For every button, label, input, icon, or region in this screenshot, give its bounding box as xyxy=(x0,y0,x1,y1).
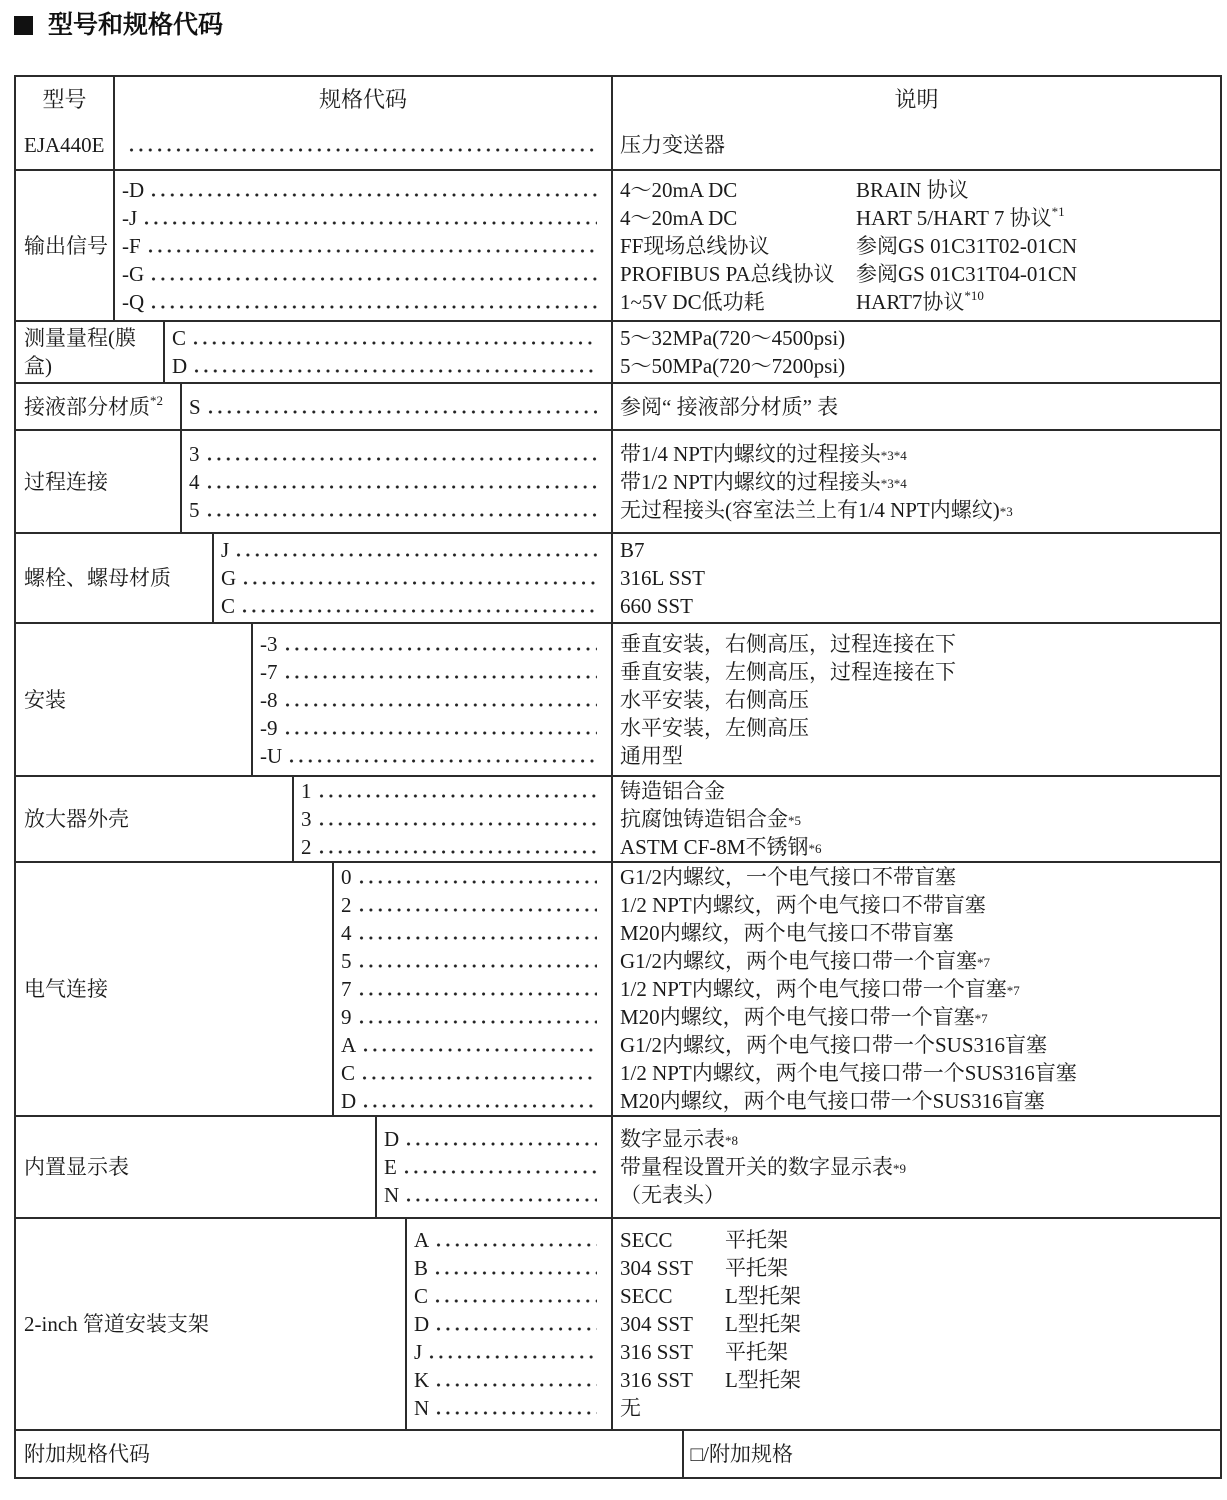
desc-col1: SECC xyxy=(620,1228,673,1252)
code-letter: N xyxy=(384,1183,400,1207)
code-line xyxy=(301,805,611,833)
leader-dots xyxy=(361,1087,597,1115)
desc-line: 水平安装，左侧高压 xyxy=(620,715,809,740)
footnote-ref: *10 xyxy=(964,287,984,303)
desc-col1: 316 SST xyxy=(620,1340,693,1364)
footnote-ref: *2 xyxy=(150,392,163,408)
code-letter: -Q xyxy=(122,289,145,314)
model-label-cell xyxy=(16,1117,377,1217)
desc-line: 抗腐蚀铸造铝合金 $^{*5}$ xyxy=(620,807,801,831)
leader-dots xyxy=(433,1254,597,1282)
description-cell xyxy=(613,431,1220,532)
desc-line xyxy=(620,176,1220,204)
leader-dots xyxy=(357,919,598,947)
desc-col1: SECC xyxy=(620,1284,673,1308)
code-letter: -J xyxy=(122,205,138,230)
leader-dots xyxy=(433,1282,597,1310)
code-line xyxy=(189,496,611,524)
desc-line: G1/2内螺纹，两个电气接口带一个盲塞 $^{*7}$ xyxy=(620,949,990,973)
desc-line: 参阅“ 接液部分材质” 表 xyxy=(620,394,839,419)
code-line xyxy=(122,288,611,316)
code-line xyxy=(384,1181,611,1209)
code-line xyxy=(414,1394,611,1422)
desc-col2: L型托架 xyxy=(725,1368,801,1392)
row-label: 内置显示表 xyxy=(24,1155,129,1179)
leader-dots xyxy=(402,1153,597,1181)
code-letter: A xyxy=(341,1033,357,1057)
code-cell xyxy=(407,1219,613,1429)
code-cell xyxy=(334,863,613,1115)
row-label: 附加规格代码 xyxy=(24,1442,150,1466)
desc-col2: HART7协议$^{*10}$ xyxy=(856,287,984,314)
code-line xyxy=(341,1031,611,1059)
code-line xyxy=(122,260,611,288)
desc-line: 1/2 NPT内螺纹，两个电气接口不带盲塞 xyxy=(620,893,986,917)
code-cell xyxy=(214,534,613,622)
code-letter: C xyxy=(341,1061,356,1085)
leader-dots xyxy=(205,496,598,524)
code-letter: 0 xyxy=(341,865,352,889)
desc-line: □/附加规格 xyxy=(690,1442,794,1466)
desc-col2: 参阅GS 01C31T04-01CN xyxy=(856,261,1078,286)
leader-dots xyxy=(404,1125,597,1153)
code-line xyxy=(301,833,611,861)
desc-line: G1/2内螺纹，一个电气接口不带盲塞 xyxy=(620,865,956,889)
code-line xyxy=(122,176,611,204)
leader-dots xyxy=(360,1059,597,1087)
leader-dots xyxy=(283,714,598,742)
row-label: 过程连接 xyxy=(24,469,108,494)
description-cell xyxy=(613,1219,1220,1429)
desc-col2: 平托架 xyxy=(725,1340,788,1364)
code-letter: 5 xyxy=(189,497,200,522)
code-letter: 9 xyxy=(341,1005,352,1029)
section-title-text: 型号和规格代码 xyxy=(48,11,224,39)
desc-col2: HART 5/HART 7 协议$^{*1}$ xyxy=(856,203,1065,230)
code-line xyxy=(414,1254,611,1282)
leader-dots xyxy=(434,1394,597,1422)
code-line xyxy=(341,975,611,1003)
desc-line: 316L SST xyxy=(620,566,705,590)
desc-line xyxy=(620,1226,1220,1254)
code-letter: J xyxy=(414,1340,423,1364)
header-code: 规格代码 xyxy=(115,77,613,120)
leader-dots xyxy=(357,975,598,1003)
leader-dots xyxy=(142,204,597,232)
desc-line: 通用型 xyxy=(620,743,683,768)
section-title xyxy=(14,10,223,40)
description-cell xyxy=(613,624,1220,775)
code-letter: -3 xyxy=(260,631,278,656)
leader-dots xyxy=(357,1003,598,1031)
leader-dots xyxy=(205,468,598,496)
desc-line xyxy=(620,288,1220,316)
model-label-cell xyxy=(16,384,182,429)
row-label: 安装 xyxy=(24,687,66,712)
desc-col1: 1~5V DC低功耗 xyxy=(620,289,765,314)
leader-dots xyxy=(149,288,597,316)
row-label: 接液部分材质$^{*2}$ xyxy=(24,392,163,419)
row-label: 螺栓、螺母材质 xyxy=(24,566,171,590)
desc-col1: FF现场总线协议 xyxy=(620,233,770,258)
code-letter: D xyxy=(341,1089,357,1113)
description-cell xyxy=(613,384,1220,429)
spec-row-2 xyxy=(16,320,1220,382)
desc-line: 压力变送器 xyxy=(620,132,725,157)
leader-dots xyxy=(317,833,598,861)
code-letter: 2 xyxy=(301,835,312,859)
leader-dots xyxy=(357,863,598,891)
desc-line: 水平安装，右侧高压 xyxy=(620,687,809,712)
desc-line xyxy=(620,232,1220,260)
code-letter: 4 xyxy=(189,469,200,494)
spec-row-10 xyxy=(16,1217,1220,1429)
leader-dots xyxy=(240,592,597,620)
leader-dots xyxy=(404,1181,597,1209)
desc-col2: BRAIN 协议 xyxy=(856,177,969,202)
desc-line: B7 xyxy=(620,538,645,562)
code-letter: A xyxy=(414,1228,430,1252)
desc-col1: 304 SST xyxy=(620,1312,693,1336)
desc-col1: 316 SST xyxy=(620,1368,693,1392)
code-line xyxy=(260,742,611,770)
row-label: EJA440E xyxy=(24,132,105,157)
code-line xyxy=(341,891,611,919)
desc-line: （无表头） xyxy=(620,1183,725,1207)
code-line xyxy=(221,564,611,592)
code-line xyxy=(221,536,611,564)
leader-dots xyxy=(191,324,597,352)
code-letter: 1 xyxy=(301,779,312,803)
leader-dots xyxy=(241,564,597,592)
code-line xyxy=(341,863,611,891)
code-letter: 3 xyxy=(301,807,312,831)
desc-col2: 参阅GS 01C31T02-01CN xyxy=(856,233,1078,258)
row-label: 放大器外壳 xyxy=(24,807,129,831)
table-header-row xyxy=(16,77,1220,120)
desc-line: 5～50MPa(720～7200psi) xyxy=(620,354,846,378)
desc-col2: L型托架 xyxy=(725,1284,801,1308)
model-label-cell xyxy=(16,777,294,861)
code-line xyxy=(414,1366,611,1394)
leader-dots xyxy=(317,777,598,805)
code-line xyxy=(260,714,611,742)
code-letter: -7 xyxy=(260,659,278,684)
code-letter: 5 xyxy=(341,949,352,973)
desc-line: 无 xyxy=(620,1396,641,1420)
spec-row-1 xyxy=(16,169,1220,320)
code-line xyxy=(414,1338,611,1366)
spec-row-5 xyxy=(16,532,1220,622)
desc-line: 5～32MPa(720～4500psi) xyxy=(620,326,846,350)
spec-row-4 xyxy=(16,429,1220,532)
leader-dots xyxy=(127,131,597,159)
code-letter: -9 xyxy=(260,715,278,740)
code-letter: -G xyxy=(122,261,145,286)
desc-line: 带量程设置开关的数字显示表 $^{*9}$ xyxy=(620,1155,906,1179)
leader-dots xyxy=(287,742,597,770)
desc-line: 1/2 NPT内螺纹，两个电气接口带一个盲塞 $^{*7}$ xyxy=(620,977,1020,1001)
leader-dots xyxy=(192,352,597,380)
spec-row-11 xyxy=(16,1429,1220,1477)
model-label-cell xyxy=(16,120,115,169)
code-letter: N xyxy=(414,1396,430,1420)
description-cell xyxy=(613,534,1220,622)
desc-line xyxy=(620,1254,1220,1282)
code-line xyxy=(172,324,611,352)
leader-dots xyxy=(361,1031,597,1059)
code-line xyxy=(260,686,611,714)
model-label-cell xyxy=(16,171,115,320)
code-line xyxy=(260,630,611,658)
code-line xyxy=(189,468,611,496)
code-line xyxy=(414,1310,611,1338)
desc-line xyxy=(620,1338,1220,1366)
spec-row-8 xyxy=(16,861,1220,1115)
code-line xyxy=(341,1003,611,1031)
code-line xyxy=(341,947,611,975)
spec-row-3 xyxy=(16,382,1220,429)
desc-col2: 平托架 xyxy=(725,1228,788,1252)
code-letter: D xyxy=(172,354,188,378)
desc-line: M20内螺纹，两个电气接口带一个SUS316盲塞 xyxy=(620,1089,1045,1113)
code-letter: C xyxy=(414,1284,429,1308)
desc-line: 带1/4 NPT内螺纹的过程接头 $^{*3}$ $^{*4}$ xyxy=(620,441,907,466)
desc-line: 无过程接头(容室法兰上有1/4 NPT内螺纹) $^{*3}$ xyxy=(620,497,1013,522)
code-letter: -F xyxy=(122,233,141,258)
model-spec-table xyxy=(14,75,1222,1479)
desc-line xyxy=(620,260,1220,288)
code-line xyxy=(414,1226,611,1254)
code-line xyxy=(384,1153,611,1181)
code-line xyxy=(189,393,611,421)
code-letter: 4 xyxy=(341,921,352,945)
code-line xyxy=(341,919,611,947)
code-cell xyxy=(253,624,613,775)
desc-line xyxy=(620,1366,1220,1394)
leader-dots xyxy=(317,805,598,833)
code-cell xyxy=(115,171,613,320)
row-label: 电气连接 xyxy=(24,977,108,1001)
table-body xyxy=(16,120,1220,1477)
code-letter: S xyxy=(189,394,201,419)
leader-dots xyxy=(357,947,598,975)
desc-line: G1/2内螺纹，两个电气接口带一个SUS316盲塞 xyxy=(620,1033,1048,1057)
leader-dots xyxy=(434,1366,597,1394)
leader-dots xyxy=(149,176,597,204)
code-line xyxy=(122,204,611,232)
leader-dots xyxy=(149,260,597,288)
leader-dots xyxy=(234,536,597,564)
desc-line: M20内螺纹，两个电气接口带一个盲塞 $^{*7}$ xyxy=(620,1005,988,1029)
code-cell xyxy=(377,1117,613,1217)
desc-col1: PROFIBUS PA总线协议 xyxy=(620,261,835,286)
code-letter: 3 xyxy=(189,441,200,466)
spec-row-9 xyxy=(16,1115,1220,1217)
description-cell xyxy=(613,171,1220,320)
desc-col1: 4～20mA DC xyxy=(620,205,738,230)
header-model: 型号 xyxy=(16,77,115,120)
row-label: 输出信号 xyxy=(24,233,108,258)
desc-line: 数字显示表 $^{*8}$ xyxy=(620,1127,738,1151)
code-letter: C xyxy=(172,326,187,350)
leader-dots xyxy=(427,1338,597,1366)
section-marker-icon xyxy=(14,16,33,35)
spec-row-7 xyxy=(16,775,1220,861)
model-label-cell xyxy=(16,431,182,532)
description-cell xyxy=(613,120,1220,169)
desc-line: 垂直安装，左侧高压，过程连接在下 xyxy=(620,659,956,684)
leader-dots xyxy=(206,393,597,421)
model-label-cell xyxy=(16,534,214,622)
leader-dots xyxy=(205,440,598,468)
desc-line: 垂直安装，右侧高压，过程连接在下 xyxy=(620,631,956,656)
code-letter: D xyxy=(414,1312,430,1336)
code-line xyxy=(172,352,611,380)
model-label-cell xyxy=(16,624,253,775)
code-line xyxy=(301,777,611,805)
leader-dots xyxy=(434,1226,597,1254)
desc-line: 1/2 NPT内螺纹，两个电气接口带一个SUS316盲塞 xyxy=(620,1061,1077,1085)
code-line xyxy=(414,1282,611,1310)
desc-line: 带1/2 NPT内螺纹的过程接头 $^{*3}$ $^{*4}$ xyxy=(620,469,907,494)
desc-col2: 平托架 xyxy=(725,1256,788,1280)
code-cell xyxy=(115,120,613,169)
code-line xyxy=(122,131,611,159)
code-line xyxy=(122,232,611,260)
footnote-ref: *1 xyxy=(1051,203,1065,219)
description-cell xyxy=(684,1431,1221,1477)
desc-col2: L型托架 xyxy=(725,1312,801,1336)
desc-line: M20内螺纹，两个电气接口不带盲塞 xyxy=(620,921,954,945)
leader-dots xyxy=(283,658,598,686)
code-line xyxy=(341,1059,611,1087)
code-letter: E xyxy=(384,1155,397,1179)
leader-dots xyxy=(434,1310,597,1338)
code-letter: K xyxy=(414,1368,430,1392)
spec-row-0 xyxy=(16,120,1220,169)
model-label-cell xyxy=(16,863,334,1115)
code-cell xyxy=(182,384,613,429)
code-letter: J xyxy=(221,538,230,562)
code-letter: -8 xyxy=(260,687,278,712)
description-cell xyxy=(613,777,1220,861)
code-letter: -D xyxy=(122,177,145,202)
header-description: 说明 xyxy=(894,87,939,112)
description-cell xyxy=(613,863,1220,1115)
code-cell xyxy=(165,322,613,382)
code-line xyxy=(189,440,611,468)
desc-line xyxy=(620,204,1220,232)
description-cell xyxy=(613,1117,1220,1217)
model-label-cell xyxy=(16,1219,407,1429)
desc-line: ASTM CF-8M不锈钢 $^{*6}$ xyxy=(620,835,822,859)
code-letter: 7 xyxy=(341,977,352,1001)
model-label-cell xyxy=(16,1431,684,1477)
leader-dots xyxy=(283,630,598,658)
code-letter: D xyxy=(384,1127,400,1151)
code-letter: G xyxy=(221,566,237,590)
desc-col1: 4～20mA DC xyxy=(620,177,738,202)
code-line xyxy=(384,1125,611,1153)
spec-row-6 xyxy=(16,622,1220,775)
code-line xyxy=(260,658,611,686)
desc-line: 铸造铝合金 xyxy=(620,779,725,803)
model-label-cell xyxy=(16,322,165,382)
desc-col1: 304 SST xyxy=(620,1256,693,1280)
code-letter: 2 xyxy=(341,893,352,917)
code-letter: -U xyxy=(260,743,283,768)
desc-line xyxy=(620,1310,1220,1338)
code-letter: B xyxy=(414,1256,429,1280)
desc-line: 660 SST xyxy=(620,594,693,618)
row-label: 2-inch 管道安装支架 xyxy=(24,1312,209,1336)
code-letter: C xyxy=(221,594,236,618)
code-cell xyxy=(182,431,613,532)
code-cell xyxy=(294,777,613,861)
code-line xyxy=(221,592,611,620)
row-label: 测量量程(膜盒) xyxy=(24,326,136,378)
leader-dots xyxy=(283,686,598,714)
description-cell xyxy=(613,322,1220,382)
code-line xyxy=(341,1087,611,1115)
leader-dots xyxy=(357,891,598,919)
desc-line xyxy=(620,1282,1220,1310)
leader-dots xyxy=(146,232,597,260)
